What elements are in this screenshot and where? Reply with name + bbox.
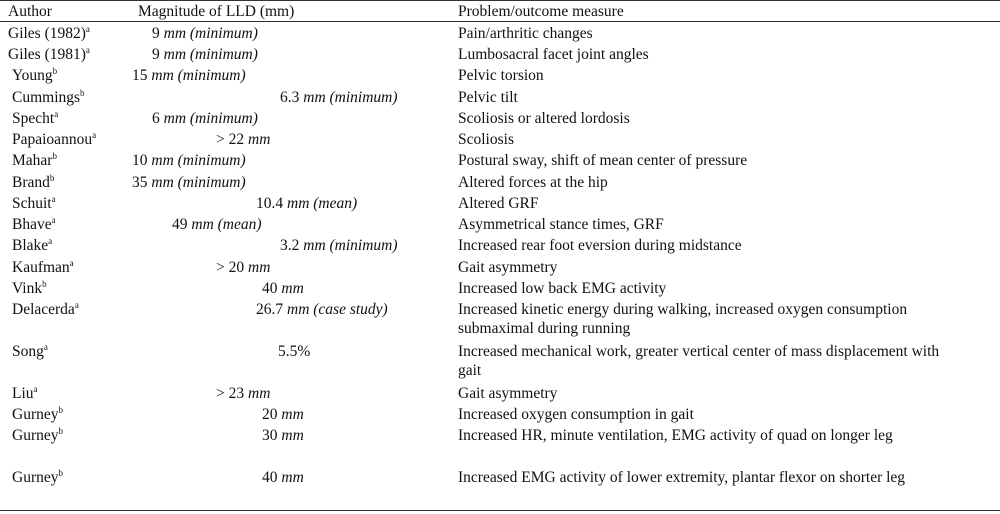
author-cell xyxy=(12,215,56,234)
author-name: Kaufman xyxy=(12,259,70,276)
problem-cell: Altered GRF xyxy=(458,195,539,212)
magnitude-value: 6.3 xyxy=(280,89,300,106)
author-cell xyxy=(12,426,63,445)
problem-cell: Increased EMG activity of lower extremity, plantar flexor on shorter leg xyxy=(458,469,906,486)
footnote-marker: b xyxy=(58,405,63,415)
magnitude-qualifier: (minimum) xyxy=(177,152,246,169)
problem-cell: Pain/arthritic changes xyxy=(458,25,593,42)
table-bottom-rule xyxy=(0,510,1000,511)
magnitude-unit: mm xyxy=(287,301,310,318)
author-cell xyxy=(12,173,54,192)
magnitude-qualifier: (minimum) xyxy=(329,237,398,254)
magnitude-qualifier: (minimum) xyxy=(189,46,258,63)
problem-cell: Gait asymmetry xyxy=(458,385,558,402)
author-name: Specht xyxy=(12,110,55,127)
magnitude-qualifier: (minimum) xyxy=(189,110,258,127)
author-cell xyxy=(12,405,63,424)
magnitude-unit: mm xyxy=(151,67,174,84)
author-name: Giles (1982) xyxy=(8,25,86,42)
problem-cell: Increased rear foot eversion during midstance xyxy=(458,237,742,254)
problem-cell: Postural sway, shift of mean center of pressure xyxy=(458,152,748,169)
magnitude-cell xyxy=(256,300,388,319)
magnitude-qualifier: (case study) xyxy=(313,301,388,318)
author-cell xyxy=(8,24,90,43)
header-problem: Problem/outcome measure xyxy=(458,3,624,20)
magnitude-cell xyxy=(262,405,304,424)
magnitude-qualifier: (minimum) xyxy=(177,67,246,84)
problem-cell: Pelvic tilt xyxy=(458,89,518,106)
magnitude-unit: mm xyxy=(248,385,271,402)
magnitude-cell xyxy=(132,151,246,170)
footnote-marker: b xyxy=(58,468,63,478)
author-name: Bhave xyxy=(12,216,52,233)
magnitude-value: 30 xyxy=(262,427,278,444)
magnitude-cell xyxy=(216,258,270,277)
author-cell xyxy=(12,130,96,149)
magnitude-value: 6 xyxy=(152,110,160,127)
footnote-marker: a xyxy=(33,384,38,394)
author-name: Brand xyxy=(12,174,50,191)
magnitude-cell xyxy=(280,236,398,255)
magnitude-unit: mm xyxy=(163,110,187,127)
footnote-marker: b xyxy=(49,173,55,183)
magnitude-cell xyxy=(172,215,262,234)
author-name: Mahar xyxy=(12,152,53,169)
footnote-marker: a xyxy=(51,215,56,225)
author-name: Vink xyxy=(12,280,43,297)
magnitude-qualifier: (minimum) xyxy=(329,89,398,106)
magnitude-cell xyxy=(152,109,258,128)
author-cell xyxy=(12,109,58,128)
author-name: Gurney xyxy=(12,469,59,486)
problem-cell: Scoliosis xyxy=(458,131,514,148)
author-cell xyxy=(12,194,56,213)
magnitude-unit: mm xyxy=(281,427,304,444)
author-name: Papaioannou xyxy=(12,131,93,148)
problem-cell: Increased mechanical work, greater vertical center of mass displacement with gait xyxy=(458,343,940,379)
problem-cell: Altered forces at the hip xyxy=(458,174,608,191)
footnote-marker: a xyxy=(74,300,79,310)
author-cell xyxy=(12,88,85,107)
author-cell xyxy=(12,236,52,255)
magnitude-value: 3.2 xyxy=(280,237,300,254)
footnote-marker: a xyxy=(51,194,56,204)
magnitude-qualifier: (mean) xyxy=(313,195,358,212)
author-cell xyxy=(12,384,38,403)
magnitude-cell xyxy=(278,342,310,361)
author-name: Schuit xyxy=(12,195,52,212)
author-name: Blake xyxy=(12,237,49,254)
footnote-marker: b xyxy=(80,88,85,98)
footnote-marker: b xyxy=(52,66,58,76)
magnitude-qualifier: (mean) xyxy=(217,216,262,233)
footnote-marker: a xyxy=(92,130,97,140)
magnitude-value: 40 xyxy=(262,280,278,297)
author-cell xyxy=(12,66,57,85)
author-cell xyxy=(12,468,63,487)
header-magnitude: Magnitude of LLD (mm) xyxy=(138,3,295,20)
magnitude-value: 40 xyxy=(262,469,278,486)
magnitude-cell xyxy=(262,468,304,487)
problem-cell: Increased HR, minute ventilation, EMG activity of quad on longer leg xyxy=(458,427,893,444)
magnitude-value: 10.4 xyxy=(256,195,284,212)
magnitude-cell xyxy=(216,384,270,403)
footnote-marker: a xyxy=(48,236,53,246)
problem-cell: Scoliosis or altered lordosis xyxy=(458,110,630,127)
magnitude-value: 26.7 xyxy=(256,301,284,318)
magnitude-unit: mm xyxy=(163,46,187,63)
magnitude-cell xyxy=(132,66,246,85)
author-name: Gurney xyxy=(12,427,59,444)
magnitude-cell xyxy=(152,24,258,43)
magnitude-unit: mm xyxy=(281,280,304,297)
footnote-marker: b xyxy=(52,151,57,161)
problem-cell: Gait asymmetry xyxy=(458,259,558,276)
author-name: Young xyxy=(12,67,53,84)
author-cell xyxy=(12,300,79,319)
magnitude-unit: mm xyxy=(303,89,326,106)
footnote-marker: a xyxy=(85,45,90,55)
footnote-marker: b xyxy=(58,426,63,436)
magnitude-unit: mm xyxy=(248,259,271,276)
footnote-marker: a xyxy=(85,24,90,34)
magnitude-value: 9 xyxy=(152,25,160,42)
magnitude-value: 5.5% xyxy=(278,343,311,360)
magnitude-unit: mm xyxy=(281,469,304,486)
magnitude-unit: mm xyxy=(163,25,187,42)
magnitude-unit: mm xyxy=(151,152,174,169)
author-name: Delacerda xyxy=(12,301,75,318)
author-name: Giles (1981) xyxy=(8,46,86,63)
magnitude-cell xyxy=(132,173,246,192)
magnitude-value: > 23 xyxy=(216,385,245,402)
magnitude-cell xyxy=(152,45,258,64)
magnitude-value: 10 xyxy=(132,152,148,169)
magnitude-unit: mm xyxy=(151,174,174,191)
magnitude-unit: mm xyxy=(303,237,326,254)
magnitude-cell xyxy=(262,279,304,298)
magnitude-qualifier: (minimum) xyxy=(177,174,246,191)
problem-cell: Pelvic torsion xyxy=(458,67,544,84)
table-header-rule xyxy=(0,21,1000,22)
magnitude-cell xyxy=(280,88,398,107)
magnitude-value: 20 xyxy=(262,406,278,423)
magnitude-qualifier: (minimum) xyxy=(189,25,258,42)
table-top-rule xyxy=(0,0,1000,1)
magnitude-unit: mm xyxy=(281,406,304,423)
problem-cell: Increased oxygen consumption in gait xyxy=(458,406,694,423)
author-name: Cummings xyxy=(12,89,81,106)
author-cell xyxy=(12,151,57,170)
author-name: Liu xyxy=(12,385,34,402)
problem-cell: Increased kinetic energy during walking, increased oxygen consumption submaximal during running xyxy=(458,301,908,337)
author-cell xyxy=(12,258,74,277)
magnitude-cell xyxy=(262,426,304,445)
footnote-marker: a xyxy=(69,258,74,268)
magnitude-value: > 22 xyxy=(216,131,245,148)
header-author: Author xyxy=(8,3,52,20)
problem-cell: Lumbosacral facet joint angles xyxy=(458,46,649,63)
author-cell xyxy=(12,342,48,361)
author-name: Song xyxy=(12,343,44,360)
problem-cell: Increased low back EMG activity xyxy=(458,280,667,297)
magnitude-cell xyxy=(256,194,357,213)
magnitude-value: 9 xyxy=(152,46,160,63)
footnote-marker: a xyxy=(43,342,48,352)
magnitude-unit: mm xyxy=(191,216,214,233)
magnitude-value: 35 xyxy=(132,174,148,191)
magnitude-cell xyxy=(216,130,270,149)
magnitude-unit: mm xyxy=(287,195,310,212)
magnitude-value: 15 xyxy=(132,67,148,84)
footnote-marker: b xyxy=(42,279,47,289)
magnitude-value: > 20 xyxy=(216,259,245,276)
author-cell xyxy=(8,45,90,64)
magnitude-value: 49 xyxy=(172,216,188,233)
footnote-marker: a xyxy=(54,109,59,119)
author-cell xyxy=(12,279,47,298)
magnitude-unit: mm xyxy=(248,131,271,148)
author-name: Gurney xyxy=(12,406,59,423)
problem-cell: Asymmetrical stance times, GRF xyxy=(458,216,664,233)
